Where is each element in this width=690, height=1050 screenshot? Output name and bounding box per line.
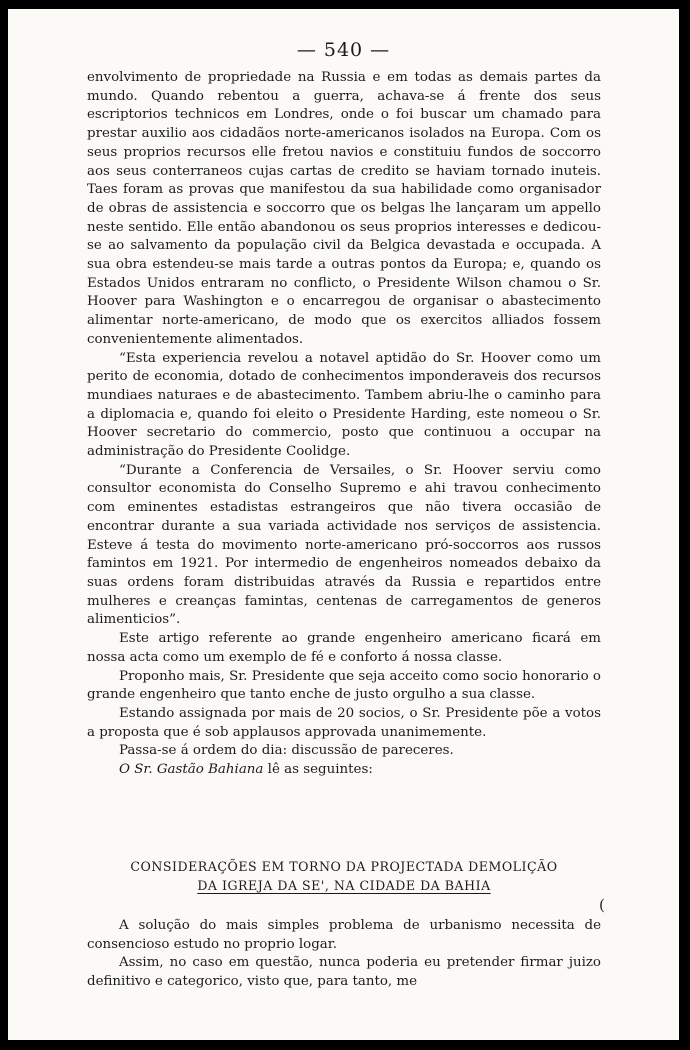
paragraph-versailles: “Durante a Conferencia de Versailes, o Sr. Hoover serviu como consultor economista do Conselho Supremo e ahi travou conhecimento com eminentes estadistas estrangeiros que não tivera occasião de encontrar durante a sua variada actividade nos serviços de assistencia. Esteve á testa do movimento norte-americano pró-soccorros aos russos famintos em 1921. Por intermedio de engenheiros nomeados debaixo da suas ordens foram distribuidas através da Russia e repartidos entre mulheres e creanças famintas, centenas de carregamentos de generos alimenticios”.	[87, 462, 601, 628]
text-body-continued	[87, 917, 601, 992]
document-page	[8, 9, 679, 1040]
speaker-line-rest: lê as seguintes:	[263, 762, 373, 778]
paragraph-order-of-day: Passa-se á ordem do dia: discussão de pareceres.	[119, 743, 454, 759]
section-title-line-2: DA IGREJA DA SE', NA CIDADE DA BAHIA	[197, 878, 491, 893]
page-number: — 540 —	[296, 39, 391, 61]
speaker-name: O Sr. Gastão Bahiana	[119, 762, 264, 778]
speaker-line	[87, 761, 601, 780]
paragraph-hoover-career: envolvimento de propriedade na Russia e em todas as demais partes da mundo. Quando rebentou a guerra, achava-se á frente dos seus escriptorios technicos em Londres, onde o foi buscar um chamado para prestar auxilio aos cidadãos norte-americanos isolados na Europa. Com os seus proprios recursos elle fretou navios e constituiu fundos de soccorro aos seus conterraneos cujas cartas de credito se haviam tornado inuteis. Taes foram as provas que manifestou da sua habilidade como organisador de obras de assistencia e soccorro que os belgas lhe lançaram um appello neste sentido. Elle então abandonou os seus proprios interesses e dedicou-se ao salvamento da população civil da Belgica devastada e occupada. A sua obra estendeu-se mais tarde a outras pontos da Europa; e, quando os Estados Unidos entraram no conflicto, o Presidente Wilson chamou o Sr. Hoover para Washington e o encarregou de organisar o abastecimento alimentar norte-americano, de modo que os exercitos alliados fossem convenientemente alimentados.	[87, 70, 601, 347]
paragraph-experience: “Esta experiencia revelou a notavel aptidão do Sr. Hoover como um perito de economia, dotado de conhecimentos imponderaveis dos recursos mundiaes naturaes e de abastecimento. Tambem abriu-lhe o caminho para a diplomacia e, quando foi eleito o Presidente Harding, este nomeou o Sr. Hoover secretario do commercio, posto que continuou a occupar na administração do Presidente Coolidge.	[87, 350, 601, 460]
paragraph-vote: Estando assignada por mais de 20 socios, o Sr. Presidente põe a votos a proposta que é sob applausos approvada unanimemente.	[87, 705, 601, 740]
text-body	[87, 69, 601, 780]
paragraph-urbanism: A solução do mais simples problema de urbanismo necessita de consencioso estudo no proprio logar.	[87, 918, 601, 952]
section-title-line-1: CONSIDERAÇÕES EM TORNO DA PROJECTADA DEMOLIÇÃO	[130, 859, 558, 874]
margin-bracket-mark: (	[599, 896, 605, 914]
paragraph-article-reference: Este artigo referente ao grande engenheiro americano ficará em nossa acta como um exemplo de fé e conforto á nossa classe.	[87, 631, 601, 665]
section-title	[87, 857, 601, 895]
paragraph-judgement: Assim, no caso em questão, nunca poderia eu pretender firmar juizo definitivo e categorico, visto que, para tanto, me	[87, 955, 601, 990]
paragraph-proposal: Proponho mais, Sr. Presidente que seja acceito como socio honorario o grande engenheiro que tanto enche de justo orgulho a sua classe.	[87, 668, 601, 703]
